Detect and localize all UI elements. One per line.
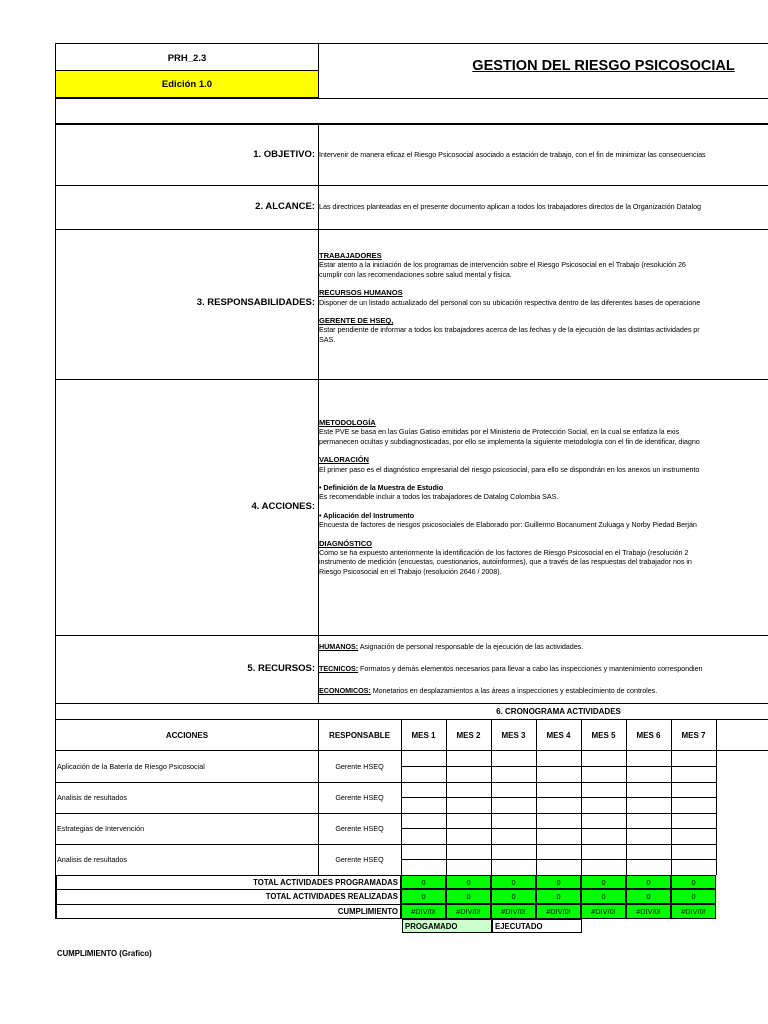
diagnostico-line-1: Como se ha expuesto anteriormente la identificación de los factores de Riesgo Psicosocial en el Trabajo (resolución 2 [319, 548, 689, 558]
objetivo-label: 1. OBJETIVO: [253, 149, 315, 160]
rrhh-line-1: Disponer de un listado actualizado del personal con su ubicación respectiva dentro de las diferentes bases de operacione [319, 297, 701, 307]
month-header: MES 1 [411, 730, 436, 740]
row-accion: Analisis de resultados [57, 855, 127, 864]
divider [55, 379, 768, 380]
muestra-line-1: Es recomendable incluir a todos los trabajadores de Datalog Colombia SAS. [319, 492, 559, 502]
document-code: PRH_2.3 [167, 52, 207, 64]
humanos-title: HUMANOS: [319, 642, 359, 651]
instrumento-line-1: Encuesta de factores de riesgos psicosociales de Elaborado por: Guillermo Bocanument Zuluaga y Norby Piedad Berján [319, 520, 697, 530]
metodologia-line-1: Este PVE se basa en las Guías Gatiso emitidas por el Ministerio de Protección Social, en la cual se enfatiza la exis [319, 427, 680, 437]
instrumento-title: • Aplicación del Instrumento [319, 510, 415, 520]
gerente-title: GERENTE DE HSEQ, [319, 316, 394, 326]
month-header: MES 3 [501, 730, 526, 740]
total-programadas-cell: 0 [446, 875, 491, 889]
edition-badge: Edición 1.0 [56, 70, 318, 98]
total-cumplimiento-cell: #DIV/0! [536, 904, 581, 919]
divider [55, 185, 768, 186]
cronograma-title: 6. CRONOGRAMA ACTIVIDADES [496, 707, 621, 716]
cumplimiento-label: CUMPLIMIENTO [337, 907, 398, 916]
col-acciones-header: ACCIONES [165, 730, 209, 740]
grid-line [401, 797, 716, 798]
trabajadores-line-2: cumplir con las recomendaciones sobre salud mental y física. [319, 269, 512, 279]
total-cumplimiento-cell: #DIV/0! [446, 904, 491, 919]
month-header: MES 5 [591, 730, 616, 740]
recursos-tecnicos [319, 664, 768, 673]
row-responsable: Gerente HSEQ [335, 855, 384, 864]
total-programadas-cell: 0 [671, 875, 716, 889]
total-programadas-cell: 0 [581, 875, 626, 889]
document-title: GESTION DEL RIESGO PSICOSOCIAL [472, 58, 735, 74]
total-realizadas-cell: 0 [536, 889, 581, 904]
chart-title: CUMPLIMIENTO (Grafico) [57, 949, 152, 958]
total-realizadas-cell: 0 [581, 889, 626, 904]
total-realizadas-cell: 0 [401, 889, 446, 904]
total-cumplimiento-cell: #DIV/0! [671, 904, 716, 919]
diagnostico-line-3: Riesgo Psicosocial en el Trabajo (resolución 2646 / 2008). [319, 566, 502, 576]
row-responsable: Gerente HSEQ [335, 793, 384, 802]
grid-line [56, 782, 716, 783]
recursos-humanos [319, 642, 768, 651]
total-programadas-cell: 0 [536, 875, 581, 889]
acciones-content [319, 418, 768, 576]
total-realizadas-cell: 0 [626, 889, 671, 904]
muestra-title: • Definición de la Muestra de Estudio [319, 483, 444, 493]
grid-line [401, 859, 716, 860]
total-cumplimiento-cell: #DIV/0! [626, 904, 671, 919]
acciones-label: 4. ACCIONES: [251, 501, 315, 512]
alcance-label: 2. ALCANCE: [255, 201, 315, 212]
total-realizadas-cell: 0 [491, 889, 536, 904]
divider-thick [55, 123, 768, 125]
total-programadas-cell: 0 [491, 875, 536, 889]
tecnicos-text: Formatos y demás elementos necesarios para llevar a cabo las inspecciones y mantenimiento correspondien [358, 664, 703, 673]
trabajadores-line-1: Estar atento a la iniciación de los programas de intervención sobre el Riesgo Psicosocial en el Trabajo (resolución 26 [319, 260, 686, 270]
economicos-title: ECONOMICOS: [319, 686, 371, 695]
diagnostico-line-2: instrumento de medición (encuestas, cuestionarios, autoinformes), que a través de las respuestas del trabajador nos in [319, 557, 692, 567]
total-cumplimiento-cell: #DIV/0! [401, 904, 446, 919]
responsabilidades-label: 3. RESPONSABILIDADES: [196, 297, 315, 308]
total-cumplimiento-cell: #DIV/0! [491, 904, 536, 919]
month-header: MES 7 [681, 730, 706, 740]
total-realizadas-label: TOTAL ACTIVIDADES REALIZADAS [265, 892, 398, 901]
total-realizadas-cell: 0 [671, 889, 716, 904]
recursos-label: 5. RECURSOS: [247, 663, 315, 674]
total-programadas-label: TOTAL ACTIVIDADES PROGRAMADAS [253, 877, 398, 887]
economicos-text: Monetarios en desplazamientos a las áreas a inspecciones y establecimiento de controles. [370, 686, 658, 695]
gerente-line-1: Estar pendiente de informar a todos los trabajadores acerca de las fechas y de la ejecución de las distintas actividades pr [319, 325, 700, 335]
row-responsable: Gerente HSEQ [335, 762, 384, 771]
total-cumplimiento-cell: #DIV/0! [581, 904, 626, 919]
alcance-text: Las directrices planteadas en el presente documento aplican a todos los trabajadores directos de la Organización Datalog [319, 202, 701, 211]
tecnicos-title: TECNICOS: [319, 664, 359, 673]
total-programadas-cell: 0 [401, 875, 446, 889]
total-programadas-cell: 0 [626, 875, 671, 889]
metodologia-line-2: permanecen ocultas y subdiagnosticadas, por ello se implementa la siguiente metodología con el fin de identificar, diagno [319, 436, 700, 446]
month-header: MES 4 [546, 730, 571, 740]
month-header: MES 2 [456, 730, 481, 740]
objetivo-text: Intervenir de manera eficaz el Riesgo Psicosocial asociado a estación de trabajo, con el fin de minimizar las consecuencias [319, 150, 706, 159]
month-header: MES 6 [636, 730, 661, 740]
grid-line [318, 720, 319, 875]
metodologia-title: METODOLOGÍA [319, 418, 376, 427]
grid-line [716, 720, 717, 875]
legend-ejecutado: EJECUTADO [492, 919, 582, 933]
grid-line [401, 828, 716, 829]
grid-line [401, 766, 716, 767]
divider [55, 229, 768, 230]
divider [55, 98, 768, 99]
trabajadores-title: TRABAJADORES [319, 251, 382, 260]
row-accion: Estrategias de Intervención [57, 824, 145, 833]
humanos-text: Asignación de personal responsable de la ejecución de las actividades. [358, 642, 584, 651]
diagnostico-title: DIAGNÓSTICO [319, 538, 373, 548]
divider [55, 703, 768, 704]
gerente-line-2: SAS. [319, 334, 336, 344]
divider [55, 635, 768, 636]
grid-line [56, 813, 716, 814]
row-accion: Analisis de resultados [57, 793, 127, 802]
valoracion-line-1: El primer paso es el diagnóstico empresarial del riesgo psicosocial, para ello se dispondrán en los anexos un instrumento [319, 464, 700, 474]
rrhh-title: RECURSOS HUMANOS [319, 288, 403, 298]
legend-programado: PROGAMADO [402, 919, 492, 933]
col-responsable-header: RESPONSABLE [329, 730, 390, 740]
row-accion: Aplicación de la Batería de Riesgo Psicosocial [57, 762, 205, 771]
valoracion-title: VALORACIÓN [319, 455, 369, 465]
total-realizadas-cell: 0 [446, 889, 491, 904]
recursos-economicos [319, 686, 768, 695]
grid-line [56, 844, 716, 845]
responsabilidades-content [319, 251, 768, 344]
row-responsable: Gerente HSEQ [335, 824, 384, 833]
